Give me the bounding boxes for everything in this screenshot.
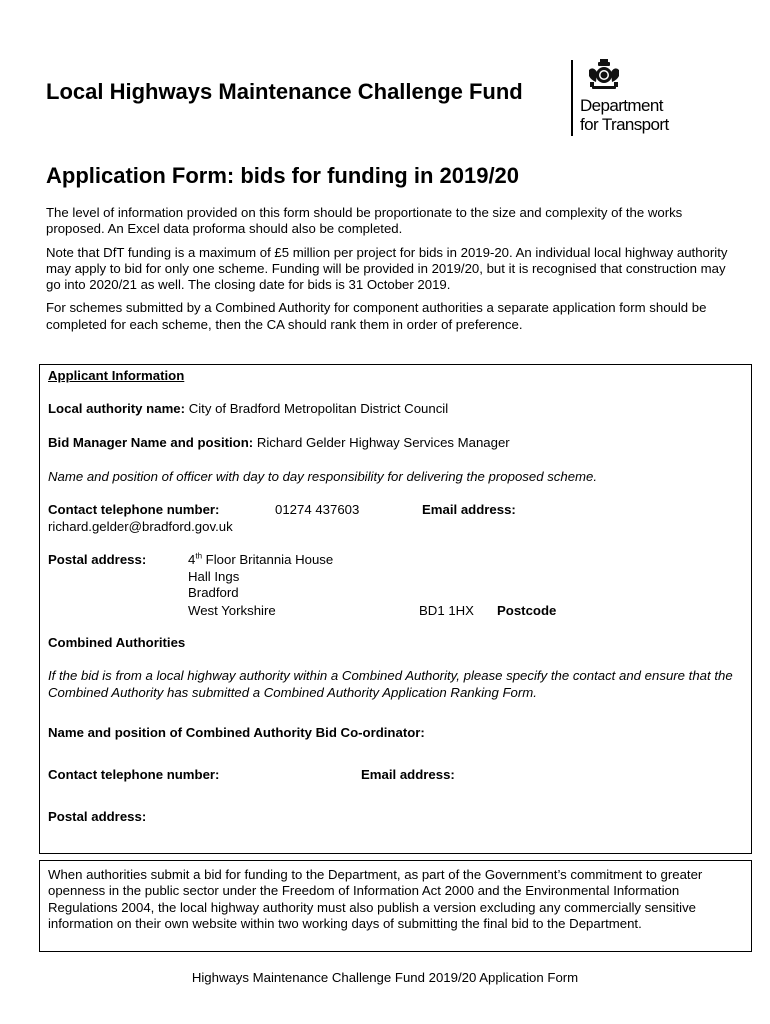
- intro-paragraph-3: For schemes submitted by a Combined Authority for component authorities a separate application form should be completed for each scheme, then the CA should rank them in order of preference.: [46, 300, 707, 332]
- foi-notice-box: [39, 860, 752, 952]
- coordinator-label: Name and position of Combined Authority Bid Co-ordinator:: [48, 725, 425, 740]
- combined-authorities-heading: Combined Authorities: [48, 635, 186, 650]
- document-title: Local Highways Maintenance Challenge Fund: [46, 79, 523, 104]
- bid-manager-label: Bid Manager Name and position:: [48, 435, 254, 450]
- logo-divider: [571, 60, 573, 136]
- intro-paragraph-1: The level of information provided on this form should be proportionate to the size and complexity of the works proposed. An Excel data proforma should also be completed.: [46, 205, 683, 237]
- form-heading: Application Form: bids for funding in 2019/20: [46, 163, 520, 188]
- applicant-heading: Applicant Information: [48, 368, 185, 383]
- email-value: richard.gelder@bradford.gov.uk: [48, 519, 233, 534]
- page-footer: Highways Maintenance Challenge Fund 2019/20 Application Form: [191, 970, 579, 985]
- royal-crest-icon: [586, 58, 622, 92]
- postal-address-label: Postal address:: [48, 552, 147, 567]
- address-line-1-text: Floor Britannia House: [202, 552, 334, 567]
- combined-authorities-note: If the bid is from a local highway authority within a Combined Authority, please specify the contact and ensure that the Combined Authority has submitted a Combined Authority Application Ranking Form.: [48, 668, 733, 700]
- ca-email-label: Email address:: [361, 767, 455, 782]
- ca-contact-phone-label: Contact telephone number:: [48, 767, 220, 782]
- contact-phone-label: Contact telephone number:: [48, 502, 220, 517]
- local-authority-value: City of Bradford Metropolitan District Council: [185, 401, 449, 416]
- dft-logo: [568, 58, 718, 138]
- address-line-2: Hall Ings: [188, 569, 240, 584]
- logo-text-for-transport: for Transport: [580, 115, 669, 134]
- officer-note: Name and position of officer with day to day responsibility for delivering the proposed scheme.: [48, 469, 598, 484]
- address-line-1-number: 4: [188, 552, 196, 567]
- ca-postal-address-label: Postal address:: [48, 809, 147, 824]
- local-authority-label: Local authority name:: [48, 401, 186, 416]
- local-authority-row: [48, 401, 448, 418]
- address-line-4: West Yorkshire: [188, 603, 276, 618]
- contact-phone-value: 01274 437603: [275, 502, 360, 517]
- address-line-1: [188, 552, 333, 569]
- address-line-1-suffix: th: [195, 551, 203, 561]
- postcode-label: Postcode: [497, 603, 557, 618]
- intro-section: [46, 205, 734, 340]
- email-label: Email address:: [422, 502, 516, 517]
- postcode-value: BD1 1HX: [419, 603, 474, 618]
- bid-manager-row: [48, 435, 510, 452]
- bid-manager-value: Richard Gelder Highway Services Manager: [253, 435, 510, 450]
- applicant-information-box: [39, 364, 752, 854]
- foi-notice-text: When authorities submit a bid for funding to the Department, as part of the Government’s commitment to greater openness in the public sector under the Freedom of Information Act 2000 and the Environmental Information Regulations 2004, the local highway authority must also publish a version excluding any commercially sensitive information on their own website within two working days of submitting the final bid to the Department.: [48, 867, 703, 931]
- logo-text-department: Department: [580, 96, 663, 115]
- address-line-3: Bradford: [188, 585, 239, 600]
- intro-paragraph-2: Note that DfT funding is a maximum of £5 million per project for bids in 2019-20. An individual local highway authority may apply to bid for only one scheme. Funding will be provided in 2019/20, but it is recognised that construction may go into 2020/21 as well. The closing date for bids is 31 October 2019.: [46, 244, 728, 293]
